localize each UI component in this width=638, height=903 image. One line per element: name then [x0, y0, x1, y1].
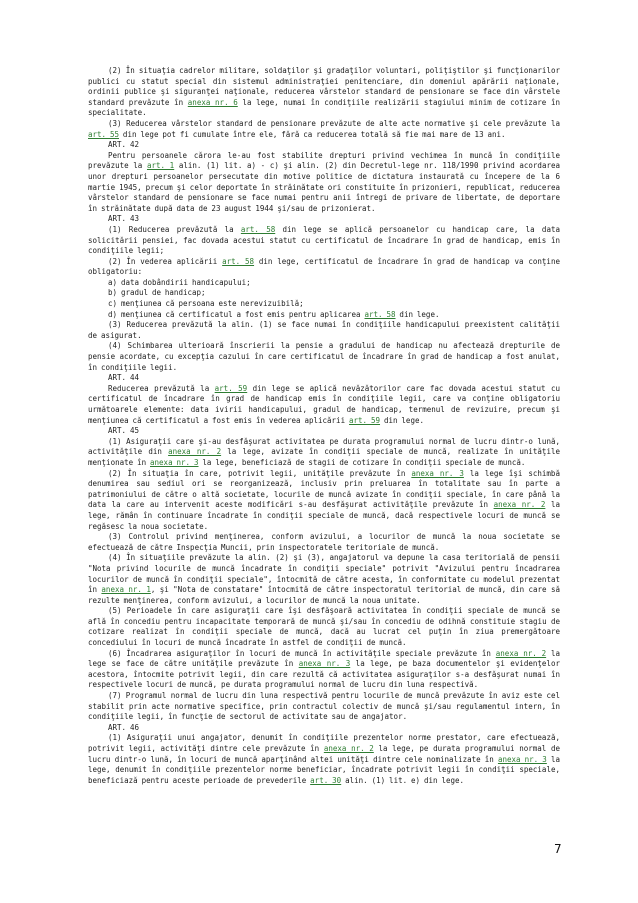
text-segment: la lege, pe baza documentelor şi evidenţelor acestora, întocmite potrivit legii, din care rezultă că activitatea asiguraţilor s-a desfăşurat numai în respectivele locuri de muncă, pe durata programului normal de lucru din luna respectivă. [88, 659, 560, 690]
article-heading [88, 723, 560, 734]
paragraph [88, 532, 560, 553]
text-segment: alin. (1) lit. e) din lege. [341, 775, 465, 785]
list-item [88, 278, 560, 289]
list-item [88, 299, 560, 310]
legal-reference-link[interactable]: anexa nr. 1 [101, 585, 151, 595]
article-heading [88, 373, 560, 384]
paragraph [88, 384, 560, 426]
paragraph [88, 341, 560, 373]
text-segment: la lege, avizate în condiţii speciale de muncă, realizate în unităţile menţionate în [88, 447, 560, 467]
paragraph [88, 691, 560, 723]
legal-reference-link[interactable]: art. 58 [222, 256, 255, 266]
legal-reference-link[interactable]: anexa nr. 2 [168, 447, 222, 457]
text-segment: la lege se face de către unităţile prevăzute în [88, 648, 561, 669]
article-heading [88, 140, 560, 151]
page-number: 7 [554, 842, 562, 856]
legal-reference-link[interactable]: anexa nr. 3 [497, 754, 547, 764]
text-segment: (5) Perioadele în care asiguraţii care îşi desfăşoară activitatea în condiţii speciale de muncă se află în concediu pentru incapacitate temporară de muncă şi/sau în concediu de odihnă constituie stagiu de cotizare realizat în condiţii speciale de muncă, dacă au lucrat cel puţin în ziua premergătoare concediului în locuri de muncă încadrate în astfel de condiţii de muncă. [88, 606, 560, 648]
text-segment: din lege. [395, 309, 440, 319]
paragraph [88, 553, 560, 606]
text-segment: (6) Încadrarea asiguraţilor în locuri de muncă în activităţile speciale prevăzute în [108, 648, 496, 658]
text-segment: (3) Reducerea prevăzută la alin. (1) se face numai în condiţiile handicapului preexistent calităţii de asigurat. [88, 320, 560, 340]
list-item [88, 288, 560, 299]
paragraph [88, 606, 560, 648]
text-segment: din lege pot fi cumulate între ele, fără ca reducerea totală să fie mai mare de 13 ani. [119, 129, 506, 139]
text-segment: din lege se aplică nevăzătorilor care fac dovada acestui statut cu certificatul de încadrare în grad de handicap emis în condiţiile legii, care va conţine obligatoriu următoarele elemente: data ivirii handicapului, gradul de handicap, termenul de revizuire, precum şi menţiunea că certificatul a fost emis în vederea aplicării [88, 383, 560, 425]
text-segment: (2) În situaţia cadrelor militare, soldaţilor şi gradaţilor voluntari, poliţiştilor şi funcţionarilor publici cu statut special din sistemul administraţiei penitenciare, din domeniul apărării naţionale, ordinii publice şi siguranţei naţionale, reducerea vârstelor standard de pensionare se face din vârstele standard prevăzute în [88, 66, 560, 107]
legal-reference-link[interactable]: anexa nr. 2 [495, 648, 547, 658]
text-segment: ART. 44 [108, 373, 140, 383]
paragraph [88, 151, 560, 215]
legal-reference-link[interactable]: anexa nr. 6 [187, 97, 238, 107]
document-body [88, 66, 560, 786]
text-segment: la lege, beneficiază de stagii de cotizare în condiţii speciale de muncă. [198, 457, 526, 467]
text-segment: la lege, rămân în continuare încadrate în condiţii speciale de muncă, dacă respectivele locuri de muncă se regăsesc la noua societate. [88, 500, 560, 531]
text-segment: din lege. [380, 415, 424, 425]
text-segment: la lege, denumit în condiţiile prezentelor norme beneficiar, încadrate potrivit legii în condiţii speciale, beneficiază pentru aceste perioade de prevederile [88, 754, 560, 785]
text-segment: b) gradul de handicap; [108, 288, 206, 298]
paragraph [88, 119, 560, 140]
text-segment: (1) Reducerea prevăzută la [108, 224, 241, 234]
text-segment: (1) Asiguraţii unui angajator, denumit în condiţiile prezentelor norme prestator, care efectuează, potrivit legii, activităţi dintre cele prevăzute în [88, 733, 560, 753]
text-segment: alin. (1) lit. a) - c) şi alin. (2) din Decretul-lege nr. 118/1990 privind acordarea unor drepturi persoanelor persecutate din motive politice de dictatura instaurată cu începere de la 6 martie 1945, precum şi celor deportate în străinătate ori constituite în prizonieri, republicat, reducerea vârstelor standard de pensionare se face numai pentru anii întregi de privare de libertate, de deportare în străinătate după data de 23 august 1944 şi/sau de prizonierat. [88, 161, 561, 213]
legal-reference-link[interactable]: anexa nr. 3 [150, 457, 199, 467]
text-segment: (3) Controlul privind menţinerea, conform avizului, a locurilor de muncă la noua societate se efectuează de către Inspecţia Muncii, prin inspectoratele teritoriale de muncă. [88, 532, 560, 552]
text-segment: (4) Schimbarea ulterioară înscrierii la pensie a gradului de handicap nu afectează drepturile de pensie acordate, cu excepţia cazului în care certificatul de încadrare în grad de handicap a fost anulat, în condiţiile legii. [88, 341, 560, 372]
text-segment: (4) În situaţiile prevăzute la alin. (2) şi (3), angajatorul va depune la casa teritorială de pensii "Nota privind locurile de muncă încadrate în condiţii speciale" potrivit "Avizului pentru încadrarea locurilor de muncă în condiţii speciale", întocmită de către acesta, în conformitate cu modelul prezentat în [88, 553, 560, 595]
text-segment: din lege, certificatul de încadrare în grad de handicap va conţine obligatoriu: [88, 256, 560, 277]
text-segment: la lege îşi schimbă denumirea sau sediul ori se reorganizează, inclusiv prin preluarea în totalitate sau în parte a patrimoniului de către o altă societate, locurile de muncă avizate în condiţii speciale, în care până la data la care au intervenit aceste modificări s-au desfăşurat activităţile prevăzute în [88, 468, 560, 510]
legal-reference-link[interactable]: art. 55 [88, 129, 120, 139]
paragraph [88, 225, 560, 257]
text-segment: , şi "Nota de constatare" întocmită de către inspectoratul teritorial de muncă, din care să rezulte menţinerea, conform avizului, a locurilor de muncă la noua unitate. [88, 585, 560, 605]
paragraph [88, 469, 560, 533]
text-segment: Pentru persoanele cărora le-au fost stabilite drepturi privind vechimea în muncă în condiţiile prevăzute la [88, 150, 560, 171]
paragraph [88, 257, 560, 278]
text-segment: Reducerea prevăzută la [108, 383, 215, 393]
text-segment: a) data dobândirii handicapului; [108, 277, 251, 287]
text-segment: ART. 43 [108, 214, 140, 224]
list-item [88, 310, 560, 321]
paragraph [88, 649, 560, 691]
text-segment: (2) În situaţia în care, potrivit legii, unităţile prevăzute în [108, 468, 412, 478]
legal-reference-link[interactable]: art. 58 [240, 224, 276, 234]
text-segment: (7) Programul normal de lucru din luna respectivă pentru locurile de muncă prevăzute în aviz este cel stabilit prin acte normative specifice, prin contractul colectiv de muncă şi/sau regulamentul intern, în condiţiile legii, în funcţie de sectorul de activitate sau de angajator. [88, 691, 560, 722]
paragraph [88, 733, 560, 786]
paragraph [88, 437, 560, 469]
text-segment: din lege se aplică persoanelor cu handicap care, la data solicitării pensiei, fac dovada acestui statut cu certificatul de încadrare în grad de handicap, emis în condiţiile legii; [88, 224, 560, 256]
paragraph [88, 320, 560, 341]
text-segment: d) menţiunea că certificatul a fost emis pentru aplicarea [108, 309, 365, 319]
text-segment: ART. 42 [108, 140, 140, 150]
text-segment: la lege, numai în condiţiile realizării stagiului minim de cotizare în specialitate. [88, 97, 560, 118]
text-segment: (2) În vederea aplicării [108, 256, 223, 266]
legal-reference-link[interactable]: art. 58 [364, 309, 396, 319]
text-segment: (3) Reducerea vârstelor standard de pensionare prevăzute de alte acte normative şi cele prevăzute la [108, 118, 560, 128]
article-heading [88, 426, 560, 437]
text-segment: la lege, pe durata programului normal de lucru dintr-o lună, în locuri de muncă aparţinând altei unităţi dintre cele nominalizate în [88, 744, 560, 764]
legal-reference-link[interactable]: anexa nr. 2 [323, 744, 374, 753]
paragraph [88, 66, 560, 119]
legal-reference-link[interactable]: art. 59 [214, 383, 248, 393]
legal-reference-link[interactable]: anexa nr. 2 [493, 500, 546, 510]
legal-reference-link[interactable]: art. 59 [349, 415, 381, 425]
text-segment: ART. 45 [108, 426, 140, 436]
text-segment: ART. 46 [108, 722, 140, 732]
legal-reference-link[interactable]: anexa nr. 3 [411, 468, 464, 478]
legal-reference-link[interactable]: art. 1 [146, 161, 175, 171]
legal-reference-link[interactable]: art. 30 [310, 775, 342, 785]
text-segment: (1) Asiguraţii care şi-au desfăşurat activitatea pe durata programului normal de lucru dintr-o lună, activităţile din [88, 436, 560, 457]
text-segment: c) menţiunea că persoana este nerevizuibilă; [108, 299, 304, 309]
legal-reference-link[interactable]: anexa nr. 3 [298, 659, 351, 669]
article-heading [88, 214, 560, 225]
